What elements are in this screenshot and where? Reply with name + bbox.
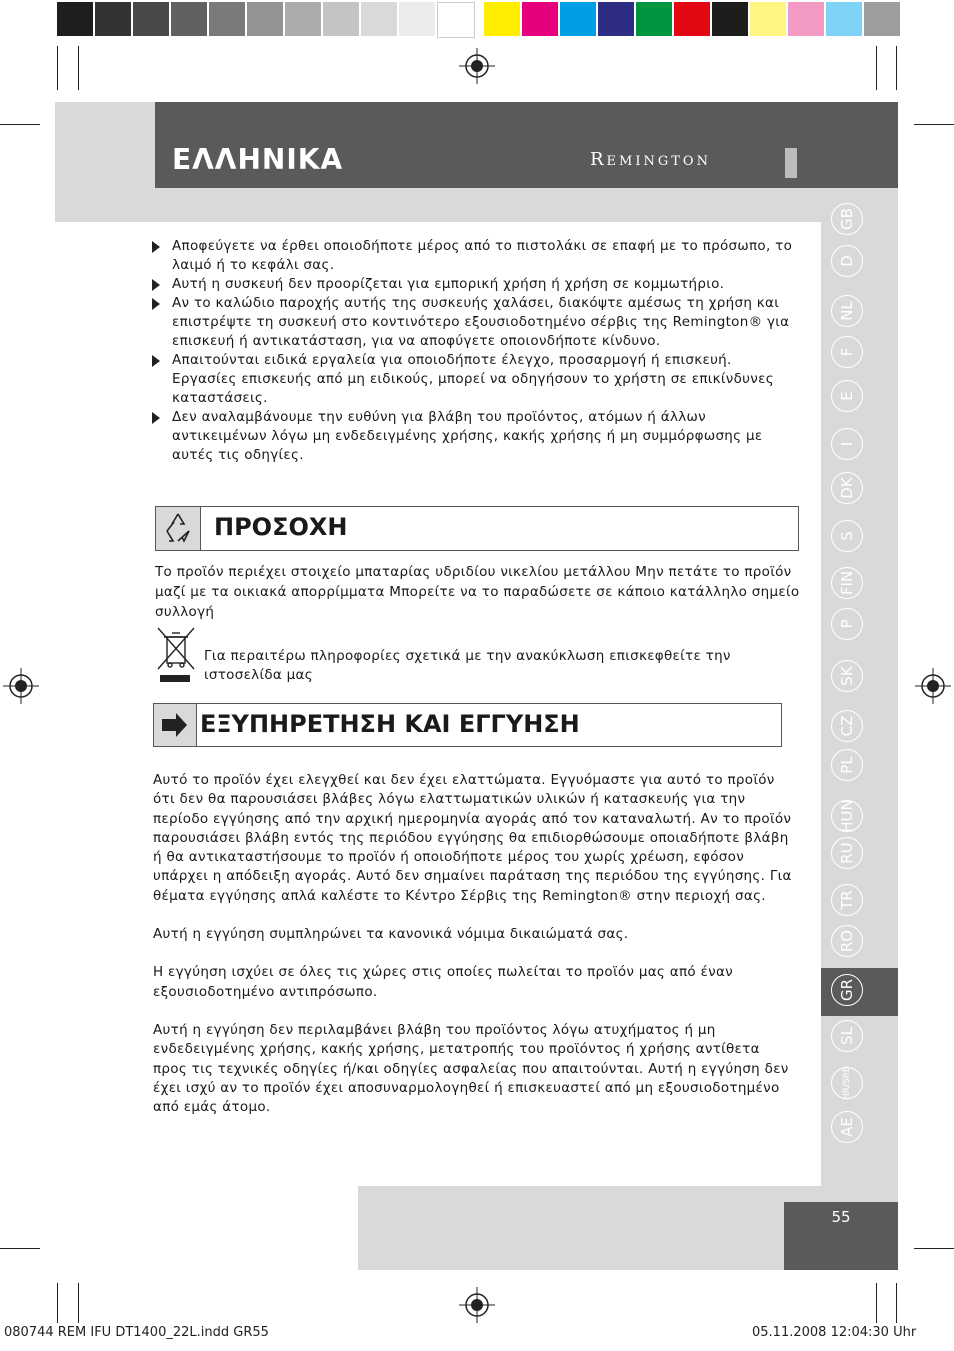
page-title: ΕΛΛΗΝΙΚΑ — [172, 143, 344, 176]
service-section-header — [153, 703, 782, 747]
recycle-icon-box — [156, 507, 201, 550]
footer-file-name: 080744 REM IFU DT1400_22L.indd GR55 — [4, 1325, 269, 1340]
bullet-text: Δεν αναλαμβάνουμε την ευθύνη για βλάβη του προϊόντος, ατόμων ή άλλων αντικειμένων λόγω μη ενδεδειγμένης χρήσης, κακής χρήσης ή μη συμμόρφωσης με αυτές τις οδηγίες. — [172, 409, 763, 463]
bullet-text: Αν το καλώδιο παροχής αυτής της συσκευής χαλάσει, διακόψτε αμέσως τη χρήση και επιστρέψτε τη συσκευή στο κοντινότερο εξουσιοδοτημένο σέρβις της Remington® για επισκευή ή αντικατάσταση, για να αποφύγετε οποιονδήποτε κίνδυνο. — [172, 295, 790, 349]
language-tab-fin[interactable]: FIN — [831, 567, 863, 599]
color-swatch — [864, 2, 900, 36]
language-tab-sk[interactable]: SK — [831, 660, 863, 692]
recycle-icon — [156, 507, 200, 550]
color-swatch — [560, 2, 596, 36]
color-swatch — [437, 2, 475, 38]
arrow-icon-box — [154, 704, 197, 746]
safety-bullet-list — [150, 237, 800, 465]
color-swatch — [133, 2, 169, 36]
registration-mark-icon — [459, 1287, 495, 1323]
language-tab-ru[interactable]: RU — [831, 837, 863, 869]
language-tab-sl[interactable]: SL — [831, 1020, 863, 1052]
color-swatch — [57, 2, 93, 36]
crop-mark — [57, 1283, 58, 1323]
service-paragraph: Αυτή η εγγύηση συμπληρώνει τα κανονικά νόμιμα δικαιώματά σας. — [153, 926, 629, 943]
color-swatch — [826, 2, 862, 36]
color-swatch — [598, 2, 634, 36]
crop-mark — [78, 46, 79, 90]
service-title: ΕΞΥΠΗΡΕΤΗΣΗ ΚΑΙ ΕΓΓΥΗΣΗ — [200, 710, 580, 738]
registration-mark-icon — [915, 668, 951, 704]
language-tab-e[interactable]: E — [831, 380, 863, 412]
caution-text: Το προϊόν περιέχει στοιχείο μπαταρίας υδριδίου νικελίου μετάλλου Μην πετάτε το προϊόν μαζί με τα οικιακά απορρίμματα Μπορείτε να το παραδώσετε σε κάποιο κατάλληλο σημείο συλλογή — [155, 564, 800, 620]
color-swatch — [171, 2, 207, 36]
language-tab-dk[interactable]: DK — [831, 472, 863, 504]
color-swatch — [674, 2, 710, 36]
caution-title: ΠΡΟΣΟΧΗ — [214, 513, 348, 541]
footer-timestamp: 05.11.2008 12:04:30 Uhr — [752, 1325, 917, 1340]
crop-mark — [78, 1283, 79, 1323]
color-swatch — [484, 2, 520, 36]
language-tab-nl[interactable]: NL — [831, 295, 863, 327]
crop-mark — [914, 1248, 954, 1249]
language-tab-s[interactable]: S — [831, 520, 863, 552]
bullet-triangle-icon — [152, 355, 160, 367]
bullet-triangle-icon — [152, 412, 160, 424]
color-swatch — [788, 2, 824, 36]
service-paragraph: Η εγγύηση ισχύει σε όλες τις χώρες στις οποίες πωλείται το προϊόν μας από έναν εξουσιοδοτημένο αντιπρόσωπο. — [153, 964, 733, 1000]
language-tab-i[interactable]: I — [831, 428, 863, 460]
language-tab-f[interactable]: F — [831, 336, 863, 368]
crop-mark — [57, 46, 58, 90]
bullet-item — [150, 275, 800, 294]
registration-mark-icon — [3, 668, 39, 704]
language-tab-p[interactable]: P — [831, 608, 863, 640]
language-tab-hr-srb[interactable]: HR/SRB — [831, 1067, 863, 1099]
bullet-text: Αυτή η συσκευή δεν προορίζεται για εμπορική χρήση ή χρήση σε κομμωτήριο. — [172, 276, 725, 292]
language-tab-cz[interactable]: CZ — [831, 710, 863, 742]
language-tab-tr[interactable]: TR — [831, 884, 863, 916]
language-tab-ro[interactable]: RO — [831, 925, 863, 957]
crop-mark — [896, 1283, 897, 1323]
registration-mark-icon — [459, 48, 495, 84]
color-swatch — [712, 2, 748, 36]
service-text — [153, 771, 795, 1136]
crop-mark — [876, 46, 877, 90]
bullet-triangle-icon — [152, 241, 160, 253]
language-tab-ae[interactable]: AE — [831, 1111, 863, 1143]
crop-mark — [896, 46, 897, 90]
brand-logo: Remington — [590, 149, 711, 170]
service-paragraph: Αυτή η εγγύηση δεν περιλαμβάνει βλάβη του προϊόντος λόγω ατυχήματος ή μη ενδεδειγμένης χρήσης, κακής χρήσης, μετατροπής του προϊόντος ή χρήσης αντίθετα προς τις τεχνικές οδηγίες ή/και οδηγίες ασφαλείας που απαιτούνται. Αυτή η εγγύηση δεν έχει ισχύ αν το προϊόν έχει αποσυναρμολογηθεί ή επισκευαστεί από μη εξουσιοδοτημένο από εμάς άτομο. — [153, 1021, 789, 1116]
crop-mark — [0, 124, 40, 125]
language-tab-gr[interactable]: GR — [831, 974, 863, 1006]
top-gray-band — [55, 188, 821, 222]
color-swatch — [209, 2, 245, 36]
crop-mark — [914, 124, 954, 125]
crop-mark — [0, 1248, 40, 1249]
language-tab-hun[interactable]: HUN — [831, 800, 863, 832]
bullet-text: Αποφεύγετε να έρθει οποιοδήποτε μέρος από το πιστολάκι σε επαφή με το πρόσωπο, το λαιμό ή το κεφάλι σας. — [172, 238, 793, 273]
bullet-item — [150, 351, 800, 408]
bullet-text: Απαιτούνται ειδικά εργαλεία για οποιοδήποτε έλεγχο, προσαρμογή ή επισκευή. Εργασίες επισκευής από μη ειδικούς, μπορεί να οδηγήσουν το χρήστη σε επικίνδυνες καταστάσεις. — [172, 352, 774, 406]
arrow-right-icon — [154, 704, 196, 746]
bullet-item — [150, 294, 800, 351]
color-swatch — [399, 2, 435, 36]
bullet-item — [150, 408, 800, 465]
bullet-triangle-icon — [152, 298, 160, 310]
color-swatch — [285, 2, 321, 36]
page-number: 55 — [831, 1208, 851, 1226]
caution-section-header — [155, 506, 799, 551]
service-paragraph: Αυτό το προϊόν έχει ελεγχθεί και δεν έχει ελαττώματα. Εγγυόμαστε για αυτό το προϊόν ότι δεν θα παρουσιάσει βλάβες λόγω ελαττωματικών υλικών ή κατασκευής για την περίοδο εγγύησης από την αρχική ημερομηνία αγοράς από τον καταναλωτή. Αν το προϊόν παρουσιάσει βλάβη εντός της περιόδου εγγύησης θα επιδιορθώσουμε οποιαδήποτε βλάβη ή θα αντικαταστήσουμε το προϊόν ή οποιοδήποτε μέρος του χωρίς χρέωση, εφόσον υπάρχει η απόδειξη αγοράς. Αυτό δεν σημαίνει παράταση της περιόδου της εγγύησης. Για θέματα εγγύησης απλά καλέστε το Κέντρο Σέρβις της Remington® στην περιοχή σας. — [153, 772, 792, 904]
color-swatch — [522, 2, 558, 36]
bullet-item — [150, 237, 800, 275]
color-swatch — [361, 2, 397, 36]
bullet-triangle-icon — [152, 279, 160, 291]
recycle-info-text: Για περαιτέρω πληροφορίες σχετικά με την ανακύκλωση επισκεφθείτε την ιστοσελίδα μας — [204, 648, 731, 684]
color-swatch — [323, 2, 359, 36]
color-swatch — [247, 2, 283, 36]
crossed-bin-icon — [155, 625, 197, 685]
brand-chip — [785, 148, 797, 178]
language-tab-gb[interactable]: GB — [831, 203, 863, 235]
color-swatch — [95, 2, 131, 36]
color-swatch — [636, 2, 672, 36]
color-swatch — [750, 2, 786, 36]
language-tab-d[interactable]: D — [831, 245, 863, 277]
crop-mark — [876, 1283, 877, 1323]
language-tab-pl[interactable]: PL — [831, 749, 863, 781]
